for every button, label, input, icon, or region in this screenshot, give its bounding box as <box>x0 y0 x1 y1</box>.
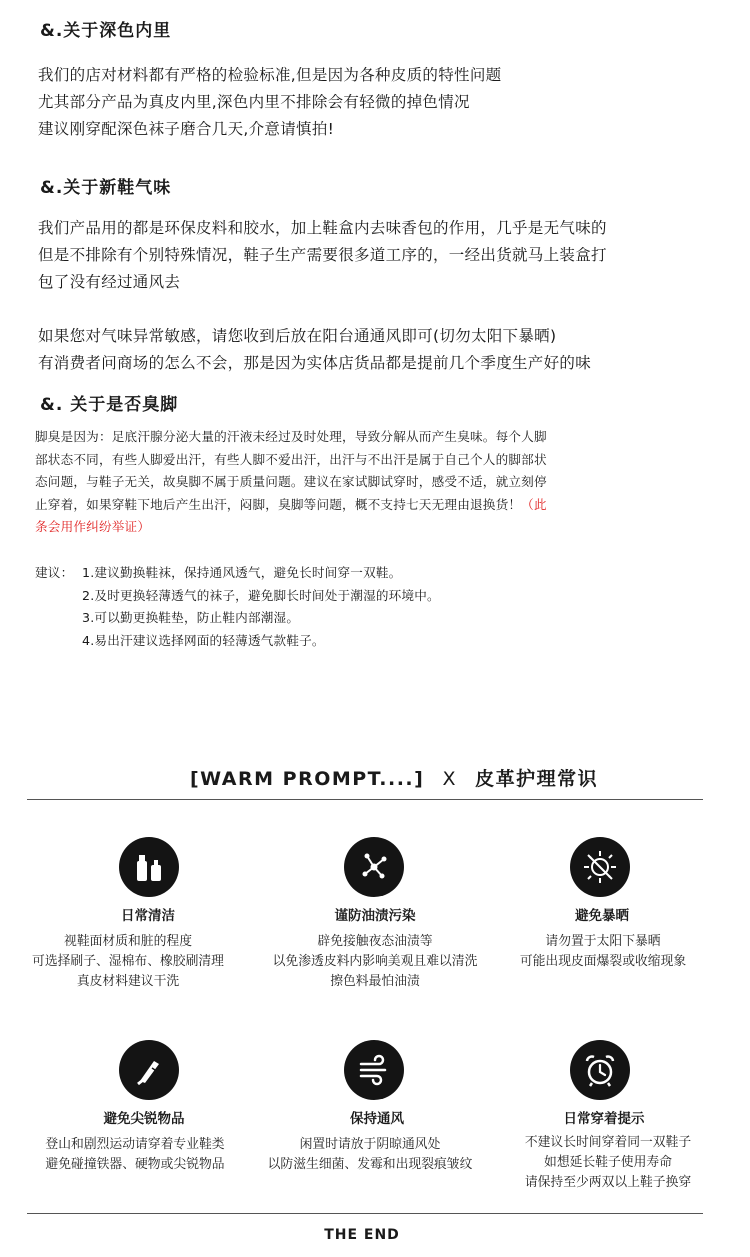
suggestions-block <box>35 562 440 652</box>
text-line: 擦色料最怕油渍 <box>330 974 420 989</box>
text-line: 部状态不同，有些人脚爱出汗，有些人脚不爱出汗，出汗与不出汗是属于自己个人的脚部状 <box>35 451 547 467</box>
card-description <box>493 932 713 972</box>
text-line: 态问题，与鞋子无关，故臭脚不属于质量问题。建议在家试脚试穿时，感受不适，就立刻停 <box>35 474 547 489</box>
text-line: 避免碰撞铁器、硬物或尖锐物品 <box>45 1157 225 1172</box>
text-line: 有消费者问商场的怎么不会，那是因为实体店货品都是提前几个季度生产好的味 <box>38 354 592 372</box>
text-line: 闲置时请放于阴晾通风处 <box>299 1137 441 1152</box>
section-body-new-shoe-odor <box>38 215 728 377</box>
text-line: 请保持至少两双以上鞋子换穿 <box>524 1175 692 1190</box>
text-line: 辟免接触夜态油渍等 <box>317 934 433 949</box>
text-line <box>35 494 715 517</box>
text-line: 以防滋生细菌、发霉和出现裂痕皱纹 <box>267 1157 473 1172</box>
text-line: 不建议长时间穿着同一双鞋子 <box>524 1135 692 1150</box>
text-line: 如想延长鞋子使用寿命 <box>544 1155 672 1170</box>
card-title: 谨防油渍污染 <box>334 908 416 924</box>
card-description <box>3 932 253 992</box>
card-title: 日常穿着提示 <box>563 1111 645 1127</box>
text-line: 建议刚穿配深色袜子磨合几天,介意请慎拍! <box>38 120 335 138</box>
text-line: 如果您对气味异常敏感，请您收到后放在阳台通通风即可(切勿太阳下暴晒) <box>38 327 557 345</box>
text-line: 视鞋面材质和脏的程度 <box>64 934 192 949</box>
section-heading-foot-odor: &. 关于是否臭脚 <box>40 395 179 415</box>
text-line: 登山和剧烈运动请穿着专业鞋类 <box>45 1137 225 1152</box>
text-line: 但是不排除有个别特殊情况，鞋子生产需要很多道工序的，一经出货就马上装盒打 <box>38 246 607 264</box>
suggestion-item: 2.及时更换轻薄透气的袜子，避免脚长时间处于潮湿的环境中。 <box>82 587 440 603</box>
card-title: 保持通风 <box>350 1111 404 1127</box>
card-description <box>245 1135 495 1175</box>
warm-prompt-title <box>190 764 598 791</box>
text-line: 尤其部分产品为真皮内里,深色内里不排除会有轻微的掉色情况 <box>38 93 470 111</box>
leather-care-label: 皮革护理常识 <box>475 768 599 790</box>
text-line: 脚臭是因为：足底汗腺分泌大量的汗液未经过及时处理，导致分解从而产生臭味。每个人脚 <box>35 429 547 444</box>
the-end-label: THE END <box>324 1227 400 1243</box>
card-title: 避免尖锐物品 <box>103 1111 185 1127</box>
sun-crossed-icon <box>570 837 630 897</box>
divider-top <box>27 799 703 800</box>
section-body-dark-lining <box>38 62 501 143</box>
text-line: 以免渗透皮料内影响美观且难以清洗 <box>272 954 478 969</box>
card-description <box>488 1133 728 1193</box>
cleaning-bottles-icon <box>119 837 179 897</box>
card-title: 日常清洁 <box>121 908 175 924</box>
section-body-foot-odor <box>35 426 715 539</box>
suggestion-item: 3.可以勤更换鞋垫，防止鞋内部潮湿。 <box>82 610 300 625</box>
alarm-clock-icon <box>570 1040 630 1100</box>
section-heading-new-shoe-odor: &.关于新鞋气味 <box>40 178 172 198</box>
oil-splash-icon <box>344 837 404 897</box>
text-line: 可选择刷子、湿棉布、橡胶刷清理 <box>32 954 224 969</box>
section-heading-dark-lining: &.关于深色内里 <box>40 21 172 41</box>
text-line: 可能出现皮面爆裂或收缩现象 <box>519 954 687 969</box>
suggestion-item: 1.建议勤换鞋袜，保持通风透气，避免长时间穿一双鞋。 <box>82 565 402 580</box>
suggestion-item: 4.易出汗建议选择网面的轻薄透气款鞋子。 <box>82 632 325 648</box>
text-line: 包了没有经过通风去 <box>38 273 181 291</box>
text-line: 我们的店对材料都有严格的检验标准,但是因为各种皮质的特性问题 <box>38 66 502 84</box>
text-line: 我们产品用的都是环保皮料和胶水，加上鞋盒内去味香包的作用，几乎是无气味的 <box>38 219 607 237</box>
wind-icon <box>344 1040 404 1100</box>
text-segment: 止穿着，如果穿鞋下地后产生出汗，闷脚，臭脚等问题，概不支持七天无理由退换货！ <box>35 496 522 512</box>
knife-icon <box>119 1040 179 1100</box>
suggestions-label: 建议： <box>35 565 74 580</box>
card-title: 避免暴晒 <box>575 908 629 924</box>
separator-x: X <box>442 768 457 790</box>
card-description <box>10 1135 260 1175</box>
card-description <box>250 932 500 992</box>
divider-bottom <box>27 1213 703 1214</box>
text-line: 请勿置于太阳下暴晒 <box>545 934 661 949</box>
warning-text: 条会用作纠纷举证） <box>35 519 151 534</box>
text-line: 真皮材料建议干洗 <box>76 974 180 989</box>
warning-text: （此 <box>521 496 547 512</box>
warm-prompt-label: [WARM PROMPT....] <box>190 768 425 790</box>
